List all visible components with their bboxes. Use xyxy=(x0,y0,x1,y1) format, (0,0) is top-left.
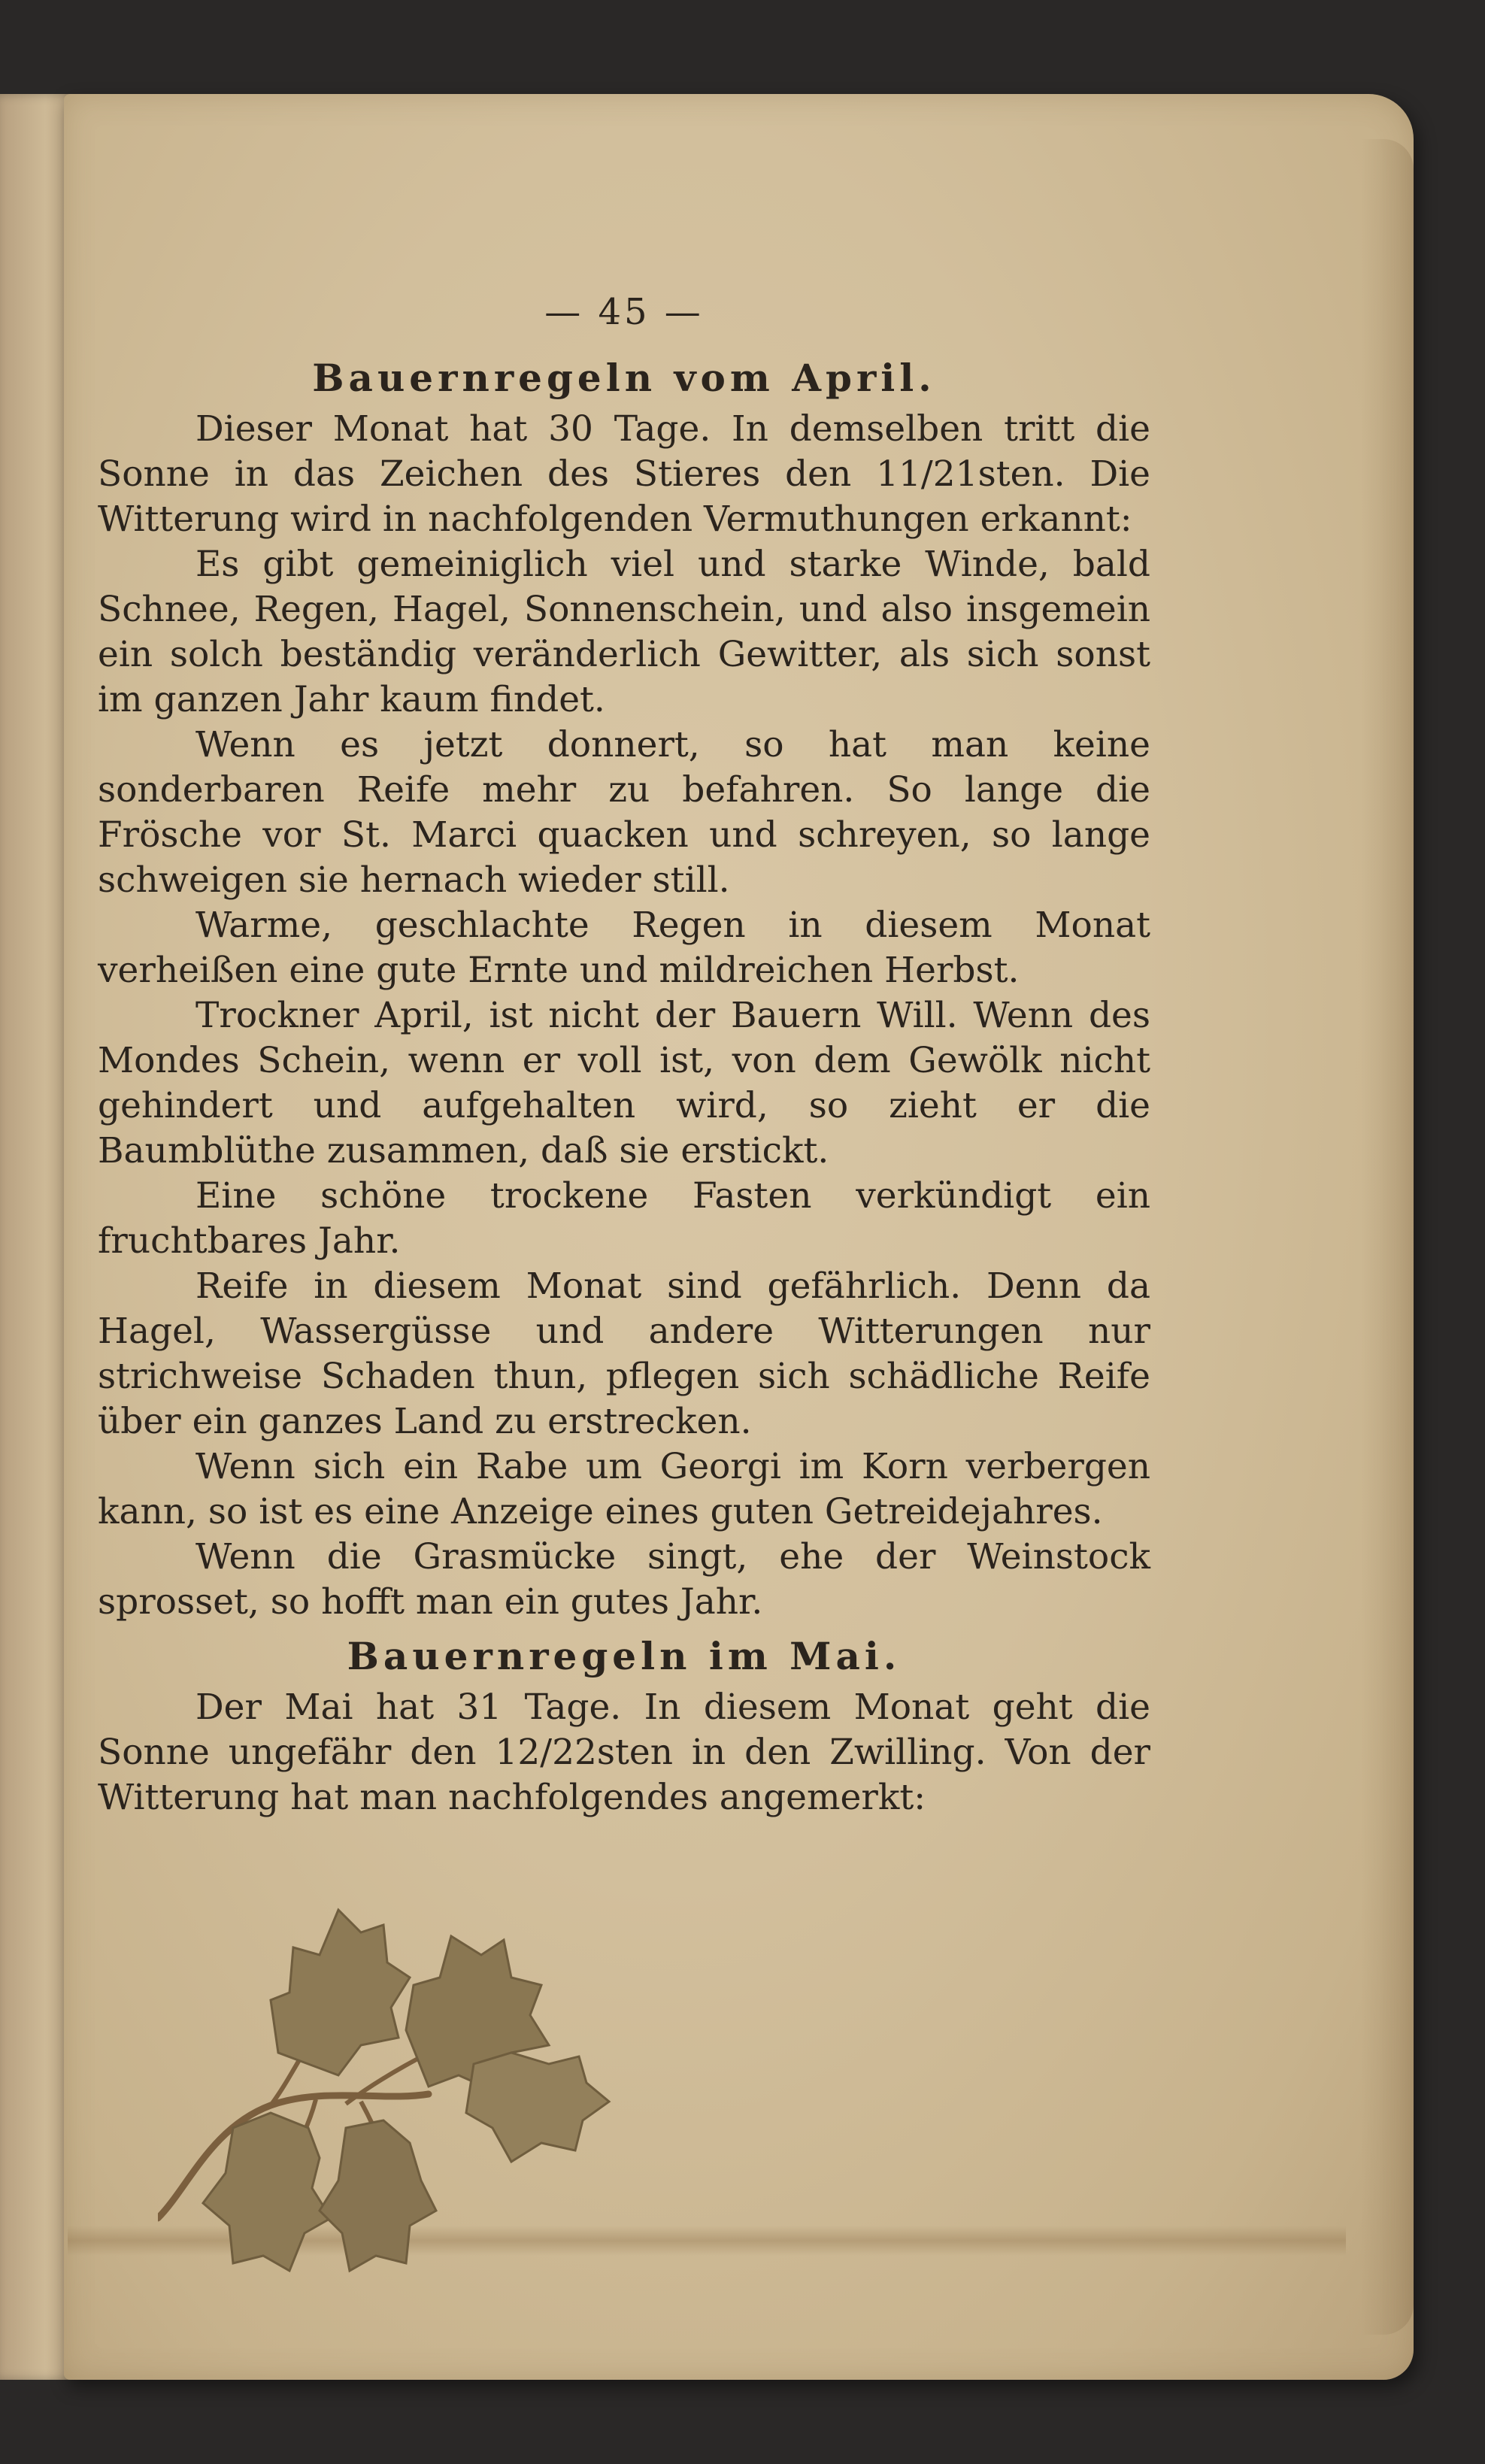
paragraph: Eine schöne trockene Fasten verkündigt ein fruchtbares Jahr. xyxy=(98,1175,1150,1262)
section-heading-may: Bauernregeln im Mai. xyxy=(347,1634,902,1678)
paragraph: Warme, geschlachte Regen in diesem Monat verheißen eine gute Ernte und mildreichen Herbst. xyxy=(98,905,1150,991)
page-number: — 45 — xyxy=(544,291,704,333)
leaflet-top-left xyxy=(271,1910,410,2075)
paragraph: Trockner April, ist nicht der Bauern Will. Wenn des Mondes Schein, wenn er voll ist, von dem Gewölk nicht gehindert und aufgehalten wird, so zieht er die Baumblüthe zusammen, daß sie erstickt. xyxy=(98,995,1150,1171)
paragraph: Reife in diesem Monat sind gefährlich. Denn da Hagel, Wassergüsse und andere Witterungen nur strichweise Schaden thun, pflegen sich schädliche Reife über ein ganzes Land zu erstrecken. xyxy=(98,1265,1150,1442)
leaflet-right xyxy=(466,2053,609,2162)
leaflet-bottom-middle xyxy=(320,2120,436,2271)
paragraph: Wenn die Grasmücke singt, ehe der Weinstock sprosset, so hofft man ein gutes Jahr. xyxy=(98,1536,1150,1623)
paragraph: Wenn es jetzt donnert, so hat man keine sonderbaren Reife mehr zu befahren. So lange die Frösche vor St. Marci quacken und schreyen, so lange schweigen sie hernach wieder still. xyxy=(98,724,1150,901)
paragraph: Wenn sich ein Rabe um Georgi im Korn verbergen kann, so ist es eine Anzeige eines guten Getreidejahres. xyxy=(98,1446,1150,1532)
pressed-leaf-image xyxy=(158,1902,699,2293)
paragraph: Der Mai hat 31 Tage. In diesem Monat geht die Sonne ungefähr den 12/22sten in den Zwilling. Von der Witterung hat man nachfolgendes angemerkt: xyxy=(98,1687,1150,1818)
page-text xyxy=(98,192,1150,1820)
paragraph: Dieser Monat hat 30 Tage. In demselben tritt die Sonne in das Zeichen des Stieres den 11/21sten. Die Witterung wird in nachfolgenden Vermuthungen erkannt: xyxy=(98,408,1150,540)
paragraph: Es gibt gemeiniglich viel und starke Winde, bald Schnee, Regen, Hagel, Sonnenschein, und also insgemein ein solch beständig veränderlich Gewitter, als sich sonst im ganzen Jahr kaum findet. xyxy=(98,544,1150,720)
section-heading-april: Bauernregeln vom April. xyxy=(312,356,936,400)
page-curl-shadow xyxy=(1361,139,1414,2335)
